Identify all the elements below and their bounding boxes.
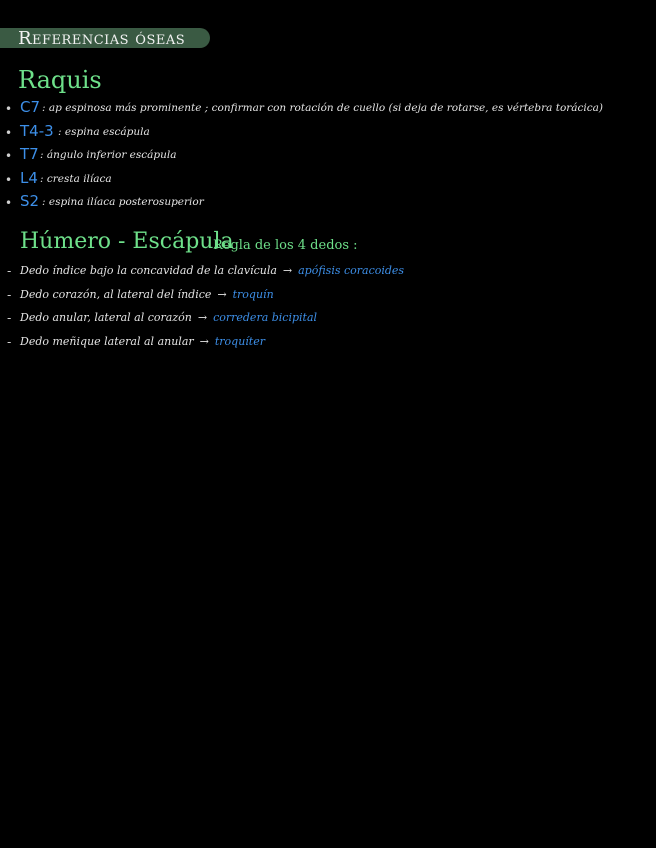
- finger-text: Dedo meñique lateral al anular: [20, 334, 194, 348]
- vertebra-code: L4: [20, 168, 38, 187]
- finger-description: [20, 288, 274, 301]
- bullet-icon: •: [5, 172, 13, 187]
- bullet-icon: •: [5, 196, 13, 210]
- dash-icon: -: [7, 334, 12, 349]
- bullet-icon: •: [5, 125, 13, 140]
- landmark-description: : ap espinosa más prominente ; confirmar con rotación de cuello (si deja de rotarse, es vértebra torácica): [42, 102, 604, 114]
- vertebra-code: T4-3: [20, 121, 54, 140]
- vertebra-code: S2: [20, 192, 40, 210]
- finger-description: [20, 311, 317, 324]
- arrow-right-icon: →: [217, 287, 227, 301]
- landmark-target: troquín: [232, 287, 274, 301]
- arrow-right-icon: →: [197, 311, 208, 324]
- arrow-right-icon: →: [282, 264, 293, 277]
- landmark-description: : ángulo inferior escápula: [40, 149, 177, 161]
- arrow-right-icon: →: [199, 334, 209, 348]
- dash-icon: -: [7, 311, 12, 325]
- finger-description: [20, 264, 404, 277]
- section-heading-humero-escapula: Húmero - Escápula: [20, 229, 234, 254]
- landmark-description: : cresta ilíaca: [40, 172, 112, 185]
- landmark-description: : espina ilíaca posterosuperior: [42, 196, 204, 208]
- finger-text: Dedo corazón, al lateral del índice: [20, 287, 212, 301]
- finger-description: [20, 335, 265, 348]
- bullet-icon: •: [5, 102, 13, 116]
- landmark-target: apófisis coracoides: [298, 264, 405, 277]
- page-title: Referencias óseas: [18, 28, 186, 49]
- section-heading-raquis: Raquis: [18, 66, 102, 94]
- landmark-description: : espina escápula: [58, 125, 150, 138]
- rule-label: Regla de los 4 dedos :: [213, 238, 358, 253]
- finger-text: Dedo anular, lateral al corazón: [20, 311, 192, 324]
- vertebra-code: C7: [20, 98, 41, 116]
- vertebra-code: T7: [20, 145, 39, 163]
- bullet-icon: •: [5, 149, 13, 163]
- dash-icon: -: [7, 287, 12, 302]
- dash-icon: -: [7, 264, 12, 278]
- finger-text: Dedo índice bajo la concavidad de la clavícula: [20, 264, 277, 277]
- landmark-target: troquíter: [214, 334, 265, 348]
- landmark-target: corredera bicipital: [213, 311, 318, 324]
